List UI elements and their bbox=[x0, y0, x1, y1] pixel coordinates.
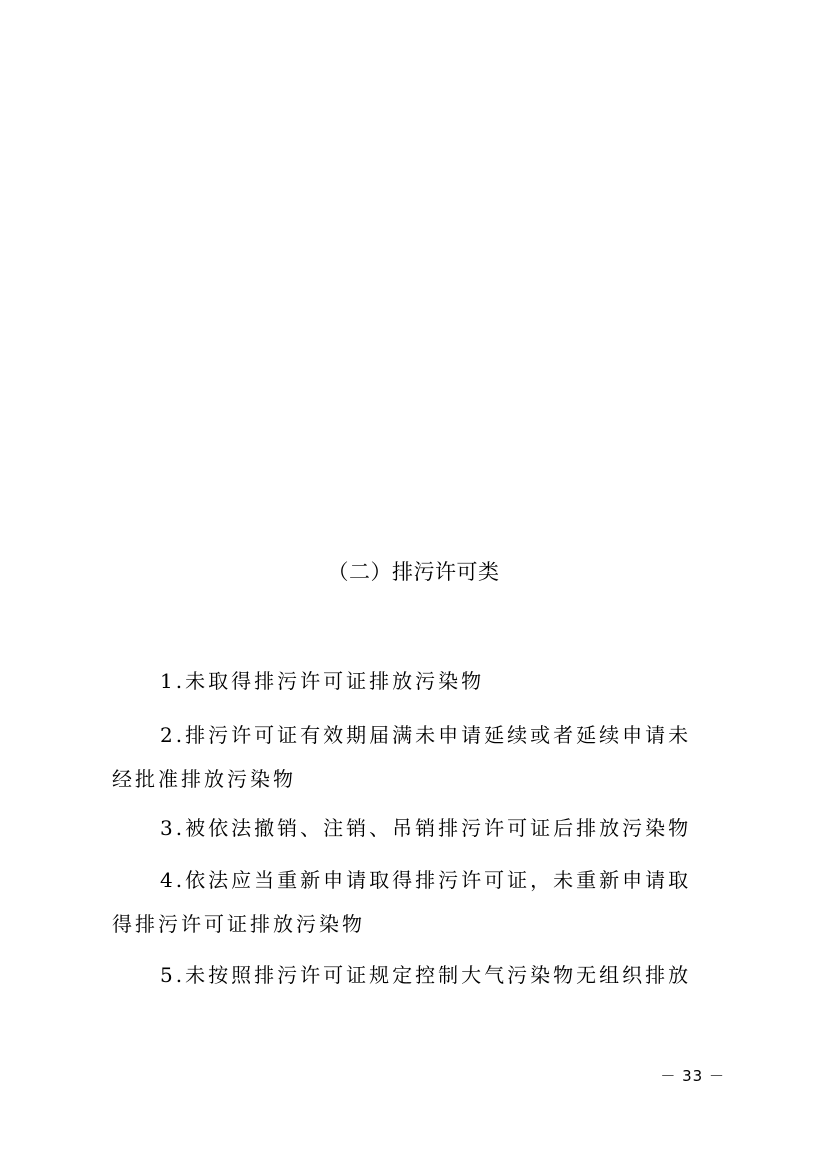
list-item: 4.依法应当重新申请取得排污许可证，未重新申请取得排污许可证排放污染物 bbox=[112, 868, 692, 936]
section-heading: （二）排污许可类 bbox=[327, 560, 500, 584]
page-number: － 33 － bbox=[660, 1067, 725, 1085]
list-item: 1.未取得排污许可证排放污染物 bbox=[160, 669, 485, 693]
list-item: 3.被依法撤销、注销、吊销排污许可证后排放污染物 bbox=[160, 816, 692, 840]
list-item: 5.未按照排污许可证规定控制大气污染物无组织排放 bbox=[160, 963, 692, 987]
list-item: 2.排污许可证有效期届满未申请延续或者延续申请未经批准排放污染物 bbox=[112, 723, 692, 791]
